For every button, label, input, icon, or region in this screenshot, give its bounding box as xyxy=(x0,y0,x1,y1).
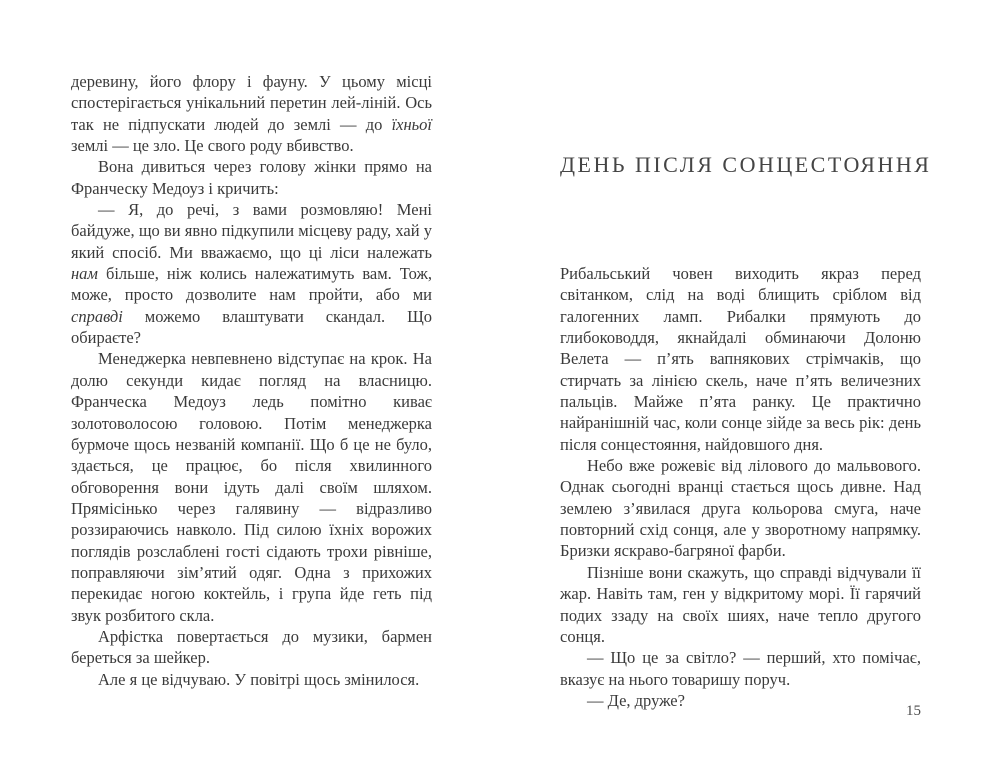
left-page-text-block xyxy=(71,71,432,690)
body-paragraph xyxy=(560,562,921,647)
text-segment: Вона дивиться через голову жінки прямо на Франческу Медоуз і кричить: xyxy=(71,157,432,198)
text-segment: — Я, до речі, з вами розмовляю! Мені байдуже, що ви явно підкупили місцеву раду, хай у який спосіб. Ми вважаємо, що ці ліси належать xyxy=(71,200,432,262)
italic-text-segment: нам xyxy=(71,264,98,284)
text-segment: землі — це зло. Це свого роду вбивство. xyxy=(71,136,354,156)
text-segment: Менеджерка невпевнено відступає на крок. На долю секунди кидає погляд на власницю. Франческа Медоуз ледь помітно киває золотоволосою головою. Потім менеджерка бурмоче щось незваній компанії. Що б це не було, здається, це працює, бо після хвилинного обговорення вони ідуть далі своїм шляхом. Прямісінько через галявину — відразливо роззираючись навколо. Під силою їхніх ворожих поглядів розслаблені гості сідають трохи рівніше, поправляючи зім’ятий одяг. Одна з прихожих перекидає ногою коктейль, і група йде геть під звук розбитого скла. xyxy=(71,349,432,625)
text-segment: — Де, друже? xyxy=(587,690,685,710)
text-segment: Арфістка повертається до музики, бармен береться за шейкер. xyxy=(71,626,432,668)
body-paragraph xyxy=(71,71,432,156)
text-segment: Пізніше вони скажуть, що справді відчували її жар. Навіть там, ген у відкритому морі. Її гарячий подих ззаду на своїх шиях, наче тепло другого сонця. xyxy=(560,562,921,646)
text-segment: деревину, його флору і фауну. У цьому місці спостерігається унікальний перетин лей-ліній. Ось так не підпускати людей до землі — до xyxy=(71,72,432,134)
page-number: 15 xyxy=(906,703,921,719)
body-paragraph xyxy=(71,626,432,669)
chapter-title: ДЕНЬ ПІСЛЯ СОНЦЕСТОЯННЯ xyxy=(560,152,932,177)
italic-text-segment: справді xyxy=(71,306,123,326)
right-page-text-block xyxy=(560,263,921,711)
text-segment: Небо вже рожевіє від лілового до мальвового. Однак сьогодні вранці стається щось дивне. Над землею з’явилася друга кольорова смуга, наче повторний схід сонця, але у зворотному напрямку. Бризки яскраво-багряної фарби. xyxy=(560,456,921,561)
text-segment: можемо влаштувати скандал. Що обираєте? xyxy=(71,306,432,348)
body-paragraph xyxy=(560,263,921,455)
dialogue-paragraph xyxy=(71,199,432,348)
text-segment: — Що це за світло? — перший, хто помічає, вказує на нього товаришу поруч. xyxy=(560,648,921,689)
italic-text-segment: їхньої xyxy=(391,114,432,134)
dialogue-paragraph xyxy=(560,647,921,690)
text-segment: Але я це відчуваю. У повітрі щось змінилося. xyxy=(98,669,420,689)
body-paragraph xyxy=(560,455,921,562)
text-segment: Рибальський човен виходить якраз перед світанком, слід на воді блищить сріблом від галогенних ламп. Рибалки прямують до глибоководдя, якнайдалі обминаючи Долоню Велета — п’ять вапнякових стрімчаків, що стирчать за лінією скель, наче п’ять величезних пальців. Майже п’ята ранку. Це практично найранішній час, коли сонце зійде за весь рік: день після сонцестояння, найдовшого дня. xyxy=(560,264,921,454)
body-paragraph xyxy=(71,348,432,625)
body-paragraph xyxy=(71,156,432,199)
text-segment: більше, ніж колись належатимуть вам. Тож, може, просто дозволите нам пройти, або ми xyxy=(71,264,432,305)
body-paragraph xyxy=(71,669,432,690)
